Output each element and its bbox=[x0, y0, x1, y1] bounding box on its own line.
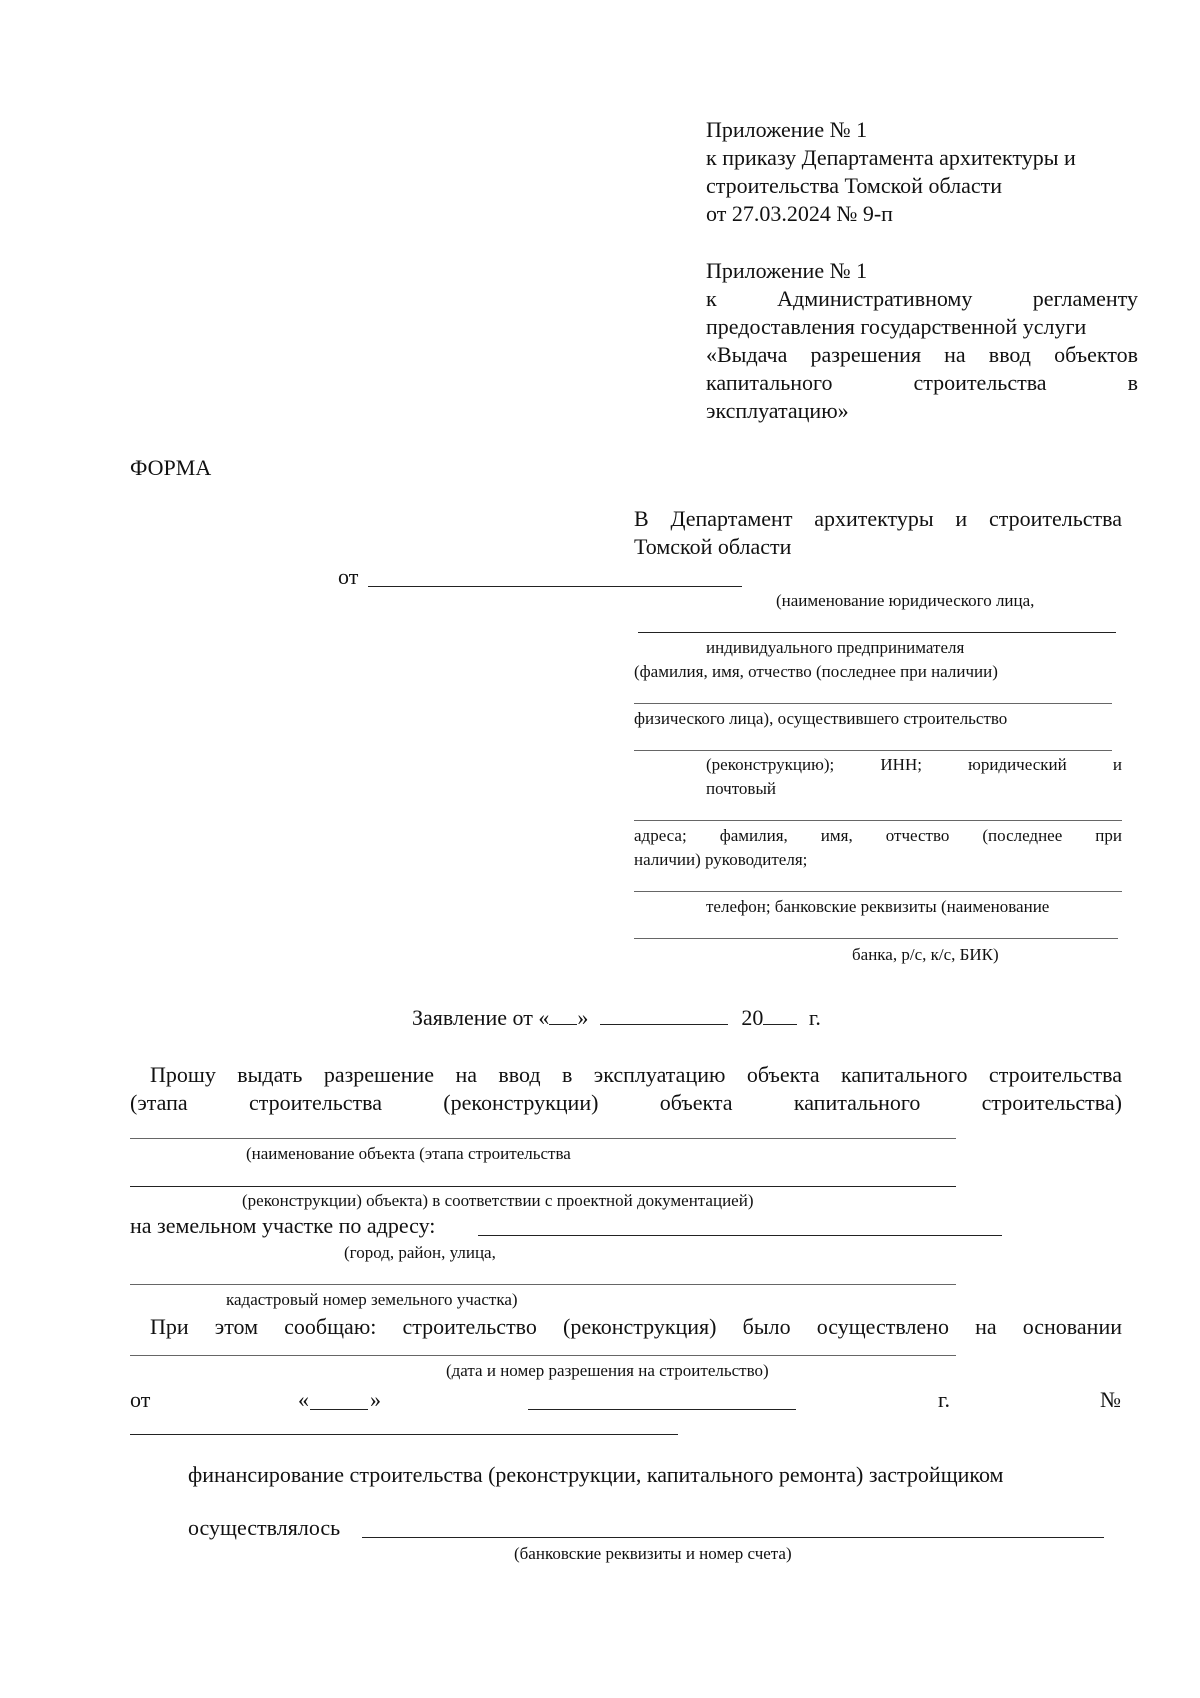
appendix-2-line-2: к Административному регламенту bbox=[706, 286, 1138, 311]
bank-details-field[interactable] bbox=[362, 1537, 1104, 1538]
permit-from-label: от bbox=[130, 1387, 151, 1412]
appendix-2-line-6: эксплуатацию» bbox=[706, 398, 849, 423]
hint-phone-bank: телефон; банковские реквизиты (наименование bbox=[706, 897, 1050, 916]
carried-out-label: осуществлялось bbox=[188, 1515, 341, 1540]
appendix-1-order-date: от 27.03.2024 № 9-п bbox=[706, 201, 893, 226]
permit-month-field[interactable] bbox=[528, 1409, 796, 1410]
permit-close-quote: » bbox=[370, 1387, 381, 1412]
appendix-1-line-3: строительства Томской области bbox=[706, 173, 1002, 198]
applicant-field-6[interactable] bbox=[634, 891, 1122, 892]
hint-entrepreneur: индивидуального предпринимателя bbox=[706, 638, 965, 657]
financing-text: финансирование строительства (реконструкции, капитального ремонта) застройщиком bbox=[188, 1462, 1004, 1487]
appendix-2-title: Приложение № 1 bbox=[706, 258, 868, 283]
hint-city: (город, район, улица, bbox=[344, 1243, 496, 1262]
form-label: ФОРМА bbox=[130, 455, 212, 480]
hint-object-name: (наименование объекта (этапа строительства bbox=[246, 1144, 571, 1163]
hint-director: наличии) руководителя; bbox=[634, 850, 808, 869]
from-label: от bbox=[338, 564, 359, 589]
object-name-field-2[interactable] bbox=[130, 1186, 956, 1187]
hint-address: адреса; фамилия, имя, отчество (последнее при bbox=[634, 826, 1122, 845]
appendix-1-title: Приложение № 1 bbox=[706, 117, 868, 142]
permit-number-sign: № bbox=[1100, 1387, 1121, 1412]
appendix-2-line-4: «Выдача разрешения на ввод объектов bbox=[706, 342, 1138, 367]
hint-full-name: (фамилия, имя, отчество (последнее при наличии) bbox=[634, 662, 998, 681]
permit-field[interactable] bbox=[130, 1355, 956, 1356]
applicant-field-7[interactable] bbox=[634, 938, 1118, 939]
request-line-2: (этапа строительства (реконструкции) объекта капитального строительства) bbox=[130, 1090, 1122, 1115]
appendix-1-line-2: к приказу Департамента архитектуры и bbox=[706, 145, 1076, 170]
applicant-field-2[interactable] bbox=[638, 632, 1116, 633]
permit-day-field[interactable] bbox=[310, 1409, 368, 1410]
hint-object-docs: (реконструкции) объекта) в соответствии с проектной документацией) bbox=[242, 1191, 754, 1210]
statement-year-field[interactable] bbox=[763, 1002, 797, 1025]
applicant-field-3[interactable] bbox=[634, 703, 1112, 704]
permit-number-field[interactable] bbox=[130, 1434, 678, 1435]
hint-cadastral: кадастровый номер земельного участка) bbox=[226, 1290, 518, 1309]
hint-inn: (реконструкцию); ИНН; юридический и bbox=[706, 755, 1122, 774]
hint-bank-details: банка, р/с, к/с, БИК) bbox=[852, 945, 999, 964]
appendix-2-line-3: предоставления государственной услуги bbox=[706, 314, 1087, 339]
applicant-name-field[interactable] bbox=[368, 586, 742, 587]
address-label: на земельном участке по адресу: bbox=[130, 1213, 436, 1238]
appendix-2-line-5: капитального строительства в bbox=[706, 370, 1138, 395]
hint-permit: (дата и номер разрешения на строительство) bbox=[446, 1361, 769, 1380]
address-field-2[interactable] bbox=[130, 1284, 956, 1285]
statement-day-field[interactable] bbox=[549, 1002, 577, 1025]
permit-year-suffix: г. bbox=[938, 1387, 951, 1412]
applicant-field-5[interactable] bbox=[634, 820, 1122, 821]
statement-month-field[interactable] bbox=[600, 1002, 728, 1025]
hint-postal: почтовый bbox=[706, 779, 776, 798]
hint-bank-account: (банковские реквизиты и номер счета) bbox=[514, 1544, 792, 1563]
statement-close-quote: » bbox=[577, 1005, 589, 1030]
addressee-line-1: В Департамент архитектуры и строительства bbox=[634, 506, 1122, 531]
request-line-1: Прошу выдать разрешение на ввод в эксплуатацию объекта капитального строительства bbox=[150, 1062, 1122, 1087]
permit-paragraph: При этом сообщаю: строительство (реконструкция) было осуществлено на основании bbox=[150, 1314, 1122, 1339]
statement-century: 20 bbox=[741, 1005, 764, 1030]
statement-date bbox=[412, 1002, 821, 1032]
hint-legal-entity: (наименование юридического лица, bbox=[776, 591, 1035, 610]
object-name-field-1[interactable] bbox=[130, 1138, 956, 1139]
address-field[interactable] bbox=[478, 1235, 1002, 1236]
applicant-field-4[interactable] bbox=[634, 750, 1112, 751]
statement-year-suffix: г. bbox=[808, 1005, 821, 1030]
hint-individual: физического лица), осуществившего строительство bbox=[634, 709, 1008, 728]
statement-prefix: Заявление от « bbox=[412, 1005, 550, 1030]
permit-open-quote: « bbox=[298, 1387, 309, 1412]
addressee-line-2: Томской области bbox=[634, 534, 792, 559]
